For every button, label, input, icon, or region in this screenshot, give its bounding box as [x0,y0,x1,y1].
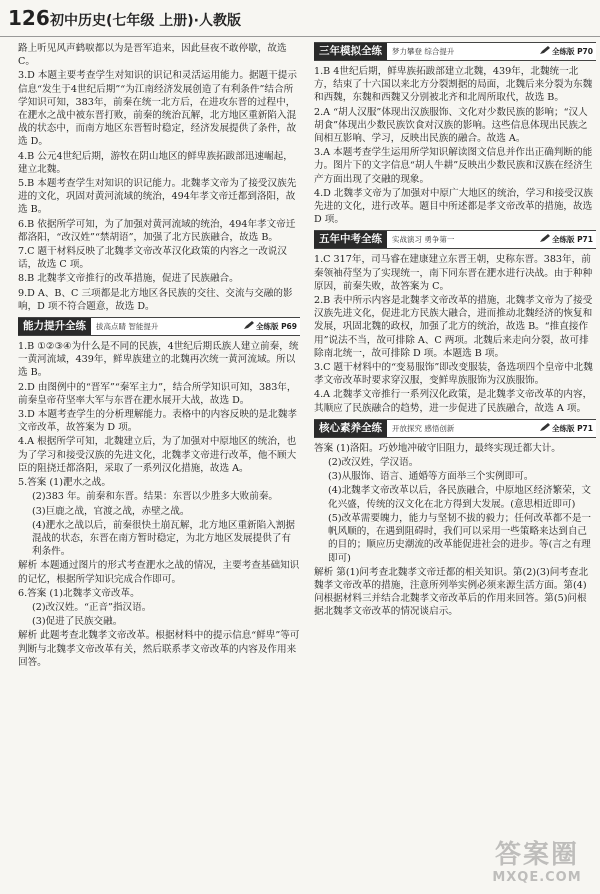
pencil-icon [540,422,550,435]
answer-item-7: 7.C 题干材料反映了北魏孝文帝改革汉化政策的内容之一改说汉话，故选 C 项。 [18,246,287,271]
core-analysis: 解析 第(1)问考查北魏孝文帝迁都的相关知识。第(2)(3)问考查北魏孝文帝改革的措施，注意所列举实例必须来源生活方面。第(4)问根据材料三并结合北魏孝文帝改革后的作用来回答。第(5)问根据北魏孝文帝改革的情况谈启示。 [314,566,589,618]
answer-item-9: 9.D A、B、C 三项都是北方地区各民族的交往、交流与交融的影响，D 项不符合题意，故选 D。 [18,287,293,312]
answer-item-3: 3.A 本题考查学生运用所学知识解读图文信息并作出正确判断的能力。图片下的文字信息“胡人牛耕”反映出少数民族和汉族在经济生产方面出现了交融的现象。 [314,147,593,185]
watermark-line2: MXQE.COM [492,870,582,885]
core-answer-3: (3)从服饰、语言、通婚等方面举三个实例即可。 [328,471,534,483]
answer-item-2: 2.D 由图例中的“晋军”“秦军主力”，结合所学知识可知，383年，前秦皇帝苻坚率大军与东晋在淝水展开大战，故选 D。 [18,381,297,406]
right-column [314,42,596,888]
page-number: 126 [8,6,50,30]
watermark-line1: 答案圈 [494,840,579,870]
section-subtitle: 拔高点睛 智能提升 [96,321,159,331]
section-page-ref: 全练版 P71 [551,423,593,433]
section-header-core [314,419,596,438]
section-badge: 核心素养全练 [314,420,387,437]
answer-item-5: 5.B 本题考查学生对知识的识记能力。北魏孝文帝为了接受汉族先进的文化，巩固对黄河流域的统治，494年孝文帝迁都到洛阳，故选 B。 [18,178,297,216]
watermark-logo [482,840,592,890]
answer-5-part2: (2)383 年。前秦和东晋。结果：东晋以少胜多大败前秦。 [32,491,279,503]
section-badge: 能力提升全练 [18,318,91,335]
answer-item-4: 4.B 公元4世纪后期，游牧在阴山地区的鲜卑族拓跋部迅速崛起，建立北魏。 [18,150,293,175]
answer-item-2: 2.A “胡人汉服”体现出汉族服饰、文化对少数民族的影响；“汉人胡食”体现出少数民族饮食对汉族的影响。这些信息体现出民族之间相互影响、学习，反映出民族的融合。故选 A。 [314,106,588,145]
pencil-icon [540,45,550,58]
core-answer-4: (4)北魏孝文帝改革以后，各民族融合，中原地区经济繁荣，文化兴盛，传统的汉文化在北方得到大发展。(意思相近即可) [328,485,592,510]
answer-continuation: 路上听见风声鹤唳都以为是晋军追来，因此昼夜不敢停歇，故选 C。 [18,43,287,68]
answer-item-3b: 3.D 本题考查学生的分析理解能力。表格中的内容反映的是北魏孝文帝改革，故答案为 D 项。 [18,409,297,434]
answer-6-title: 6.答案 (1)北魏孝文帝改革。 [18,587,140,599]
left-column [18,42,300,888]
core-answer-1: 答案 (1)洛阳。巧妙地冲破守旧阻力，最终实现迁都大计。 [314,442,561,454]
answer-item-3: 3.C 题干材料中的“变易服饰”即改变服装，备选项四个皇帝中北魏孝文帝改革时要求穿汉服，变鲜卑族服饰为汉族服饰。 [314,362,593,387]
core-answer-2: (2)改汉姓，学汉语。 [328,457,419,469]
answer-item-4: 4.A 北魏孝文帝推行一系列汉化政策，是北魏孝文帝改革的内容，其顺应了民族融合的趋势，进一步促进了民族融合，故选 A 项。 [314,389,593,414]
section-badge: 三年模拟全练 [314,43,387,60]
book-title: 初中历史(七年级 上册)·人教版 [50,13,241,29]
answer-item-6: 6.B 依据所学可知，为了加强对黄河流域的统治，494年孝文帝迁都洛阳，“改汉姓”“禁胡语”，加强了北方民族融合，故选 B。 [18,218,296,243]
answer-item-8: 8.B 北魏孝文帝推行的改革措施，促进了民族融合。 [18,273,239,285]
section-subtitle: 开放探究 感悟创新 [392,423,455,433]
section-subtitle: 梦力攀登 综合提升 [392,46,455,56]
answer-item-4b: 4.A 根据所学可知，北魏建立后，为了加强对中原地区的统治，也为了学习和接受汉族的先进文化，北魏孝文帝进行改革，他不顾大臣的阻挠迁都洛阳，采取了一系列汉化措施，故选 A。 [18,436,297,474]
answer-item-1: 1.B 4世纪后期，鲜卑族拓跋部建立北魏，439年，北魏统一北方，结束了十六国以来北方分裂割据的局面，北魏后来分裂为东魏和西魏，东魏和西魏又分别被北齐和北周所取代，故选 B。 [314,66,593,104]
answer-item-1: 1.C 317年，司马睿在建康建立东晋王朝，史称东晋。383年，前秦领袖苻坚为了实现统一，南下同东晋在淝水进行决战。由于种种原因，前秦失败，故答案为 C。 [314,254,593,292]
section-page-ref: 全练版 P71 [551,235,593,245]
pencil-icon [244,320,254,333]
answer-5-analysis: 解析 本题通过图片的形式考查淝水之战的情况，主要考查基础知识的记忆，根据所学知识完成合作即可。 [18,560,300,585]
answer-item-2: 2.B 表中所示内容是北魏孝文帝改革的措施，北魏孝文帝为了接受汉族先进文化，促进北方民族大融合，进而推动北魏经济的恢复和发展，巩固北魏的政权，加强了北方的统治，故选 B。“推直接作用”说法不当，故可排除 A、C 两项。北魏后来走向分裂，故可排除南北统一，故可排除 D 项。本题选 B 项。 [314,295,593,359]
answer-5-part3: (3)巨鹿之战，官渡之战，赤壁之战。 [32,505,190,517]
answer-item-1: 1.B ①②③④为什么是不同的民族，4世纪后期氐族人建立前秦，统一黄河流域，439年，鲜卑族建立的北魏再次统一黄河流域。所以选 B。 [18,341,299,379]
section-header-five-year [314,230,596,249]
section-header-ability [18,317,300,336]
section-page-ref: 全练版 P69 [255,321,297,331]
answer-6-part3: (3)促进了民族交融。 [32,616,123,628]
answer-5-title: 5.答案 (1)淝水之战。 [18,477,111,489]
core-answer-5: (5)改革需要魄力，能力与坚韧不拔的毅力；任何改革都不是一帆风顺的，在遇到阻碍时，我们可以采用一些策略来达到自己的目的；顺应历史潮流的改革能促进社会的进步。等(言之有理即可) [328,512,592,564]
section-page-ref: 全练版 P70 [551,46,593,56]
section-badge: 五年中考全练 [314,231,387,248]
page-header [0,0,600,37]
section-subtitle: 实战演习 勇争第一 [392,235,455,245]
answer-item-3: 3.D 本题主要考查学生对知识的识记和灵活运用能力。据题干提示信息“发生于4世纪后期”“为江南经济发展创造了有利条件”结合所学知识可知，383年，前秦在统一北方后，在进攻东晋的过程中，在淝水之战中被东晋打败，前秦的统治瓦解，北方地区重新陷入混战的状态中，而南方地区东晋暂时稳定，经济发展提供了条件，故选 D。 [18,70,297,148]
answer-5-part4: (4)淝水之战以后，前秦很快土崩瓦解，北方地区重新陷入割据混战的状态，东晋在南方暂时稳定，为北方地区发展提供了有利条件。 [32,519,296,558]
section-header-three-year [314,42,596,61]
answer-item-4: 4.D 北魏孝文帝为了加强对中原广大地区的统治，学习和接受汉族先进的文化，进行改革。题目中所述都是孝文帝改革的措施，故选 D 项。 [314,187,593,226]
answer-6-analysis: 解析 此题考查北魏孝文帝改革。根据材料中的提示信息“鲜卑”等可判断与北魏孝文帝改革有关，然后联系孝文帝改革的内容及作用来回答。 [18,630,300,668]
answer-6-part2: (2)改汉姓。“正音”指汉语。 [32,601,152,613]
pencil-icon [540,233,550,246]
